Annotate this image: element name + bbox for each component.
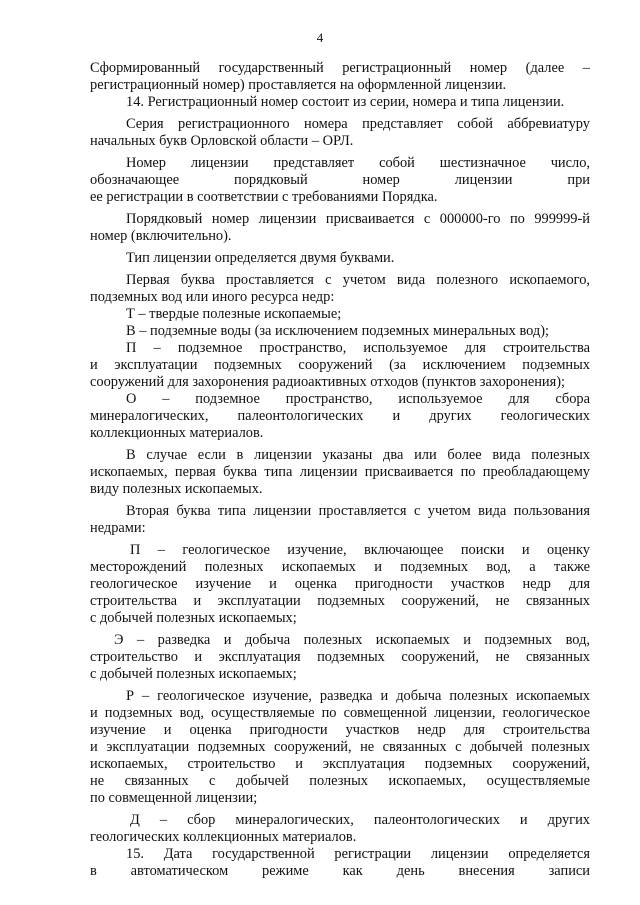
text-line: В случае если в лицензии указаны два или более вида полезных xyxy=(126,447,590,463)
text-line: Первая буква проставляется с учетом вида полезного ископаемого, xyxy=(126,272,590,288)
text-line: геологических коллекционных материалов. xyxy=(90,829,357,845)
text-line: сооружений для захоронения радиоактивных отходов (пунктов захоронения); xyxy=(90,374,566,390)
list-item: Т – твердые полезные ископаемые; xyxy=(126,306,342,322)
text-line: Вторая буква типа лицензии проставляется с учетом вида пользования xyxy=(126,503,590,519)
text-line: не связанных с добычей полезных ископаемых, осуществляемые xyxy=(90,773,590,789)
list-item: О – подземное пространство, используемое для сбора xyxy=(126,391,590,407)
text-line: коллекционных материалов. xyxy=(90,425,264,441)
text-line: ее регистрации в соответствии с требованиями Порядка. xyxy=(90,189,438,205)
text-line: недрами: xyxy=(90,520,146,536)
text-line: Номер лицензии представляет собой шестизначное число, xyxy=(126,155,590,171)
text-line: Порядковый номер лицензии присваивается с 000000-го по 999999-й xyxy=(126,211,590,227)
text-line: и эксплуатации подземных сооружений (за исключением подземных xyxy=(90,357,590,373)
text-line: изучение и оценка пригодности участков недр для строительства xyxy=(90,722,590,738)
text-line: и подземных вод, осуществляемые по совмещенной лицензии, геологическое xyxy=(90,705,590,721)
document-body xyxy=(90,60,590,880)
page-number: 4 xyxy=(316,30,324,45)
text-line: минералогических, палеонтологических и других геологических xyxy=(90,408,590,424)
text-line: Серия регистрационного номера представляет собой аббревиатуру xyxy=(126,116,590,132)
text-line: в автоматическом режиме как день внесения записи xyxy=(90,863,590,879)
text-line: виду полезных ископаемых. xyxy=(90,481,263,497)
text-line: с добычей полезных ископаемых; xyxy=(90,666,297,682)
clause-15-heading: 15. Дата государственной регистрации лицензии определяется xyxy=(126,846,590,862)
list-item: Э – разведка и добыча полезных ископаемых и подземных вод, xyxy=(114,632,590,648)
text-line: строительства и эксплуатации подземных сооружений, не связанных xyxy=(90,593,590,609)
text-line: номер (включительно). xyxy=(90,228,232,244)
list-item: Д – сбор минералогических, палеонтологических и других xyxy=(130,812,590,828)
list-item: Р – геологическое изучение, разведка и добыча полезных ископаемых xyxy=(126,688,590,704)
text-line: месторождений полезных ископаемых и подземных вод, а также xyxy=(90,559,590,575)
text-line: ископаемых, строительство и эксплуатация подземных сооружений, xyxy=(90,756,590,772)
text-line: ископаемых, первая буква типа лицензии присваивается по преобладающему xyxy=(90,464,590,480)
text-line: начальных букв Орловской области – ОРЛ. xyxy=(90,133,354,149)
text-line: подземных вод или иного ресурса недр: xyxy=(90,289,335,305)
text-line: регистрационный номер) проставляется на оформленной лицензии. xyxy=(90,77,507,93)
text-line: с добычей полезных ископаемых; xyxy=(90,610,297,626)
text-line: Тип лицензии определяется двумя буквами. xyxy=(126,250,395,266)
text-line: и эксплуатации подземных сооружений, не связанных с добычей полезных xyxy=(90,739,590,755)
text-line: геологическое изучение и оценка пригодности участков недр для xyxy=(90,576,590,592)
text-line: строительство и эксплуатация подземных сооружений, не связанных xyxy=(90,649,590,665)
clause-14-heading: 14. Регистрационный номер состоит из серии, номера и типа лицензии. xyxy=(126,94,565,110)
list-item: П – геологическое изучение, включающее поиски и оценку xyxy=(130,542,590,558)
text-line: по совмещенной лицензии; xyxy=(90,790,258,806)
text-line: Сформированный государственный регистрационный номер (далее – xyxy=(90,60,590,76)
text-line: обозначающее порядковый номер лицензии при xyxy=(90,172,590,188)
list-item: П – подземное пространство, используемое для строительства xyxy=(126,340,590,356)
list-item: В – подземные воды (за исключением подземных минеральных вод); xyxy=(126,323,550,339)
